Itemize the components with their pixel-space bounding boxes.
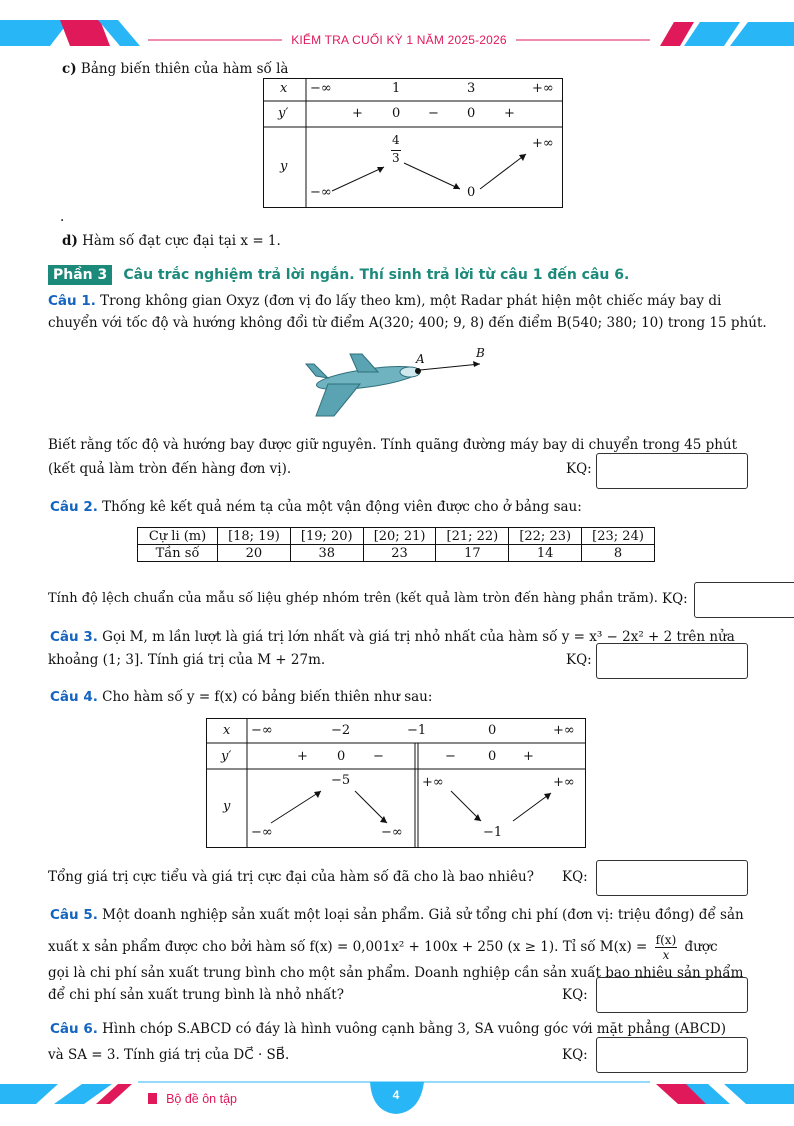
q4-x-neginf: −∞ bbox=[251, 723, 273, 738]
q2-h5: [22; 23) bbox=[509, 528, 582, 545]
q4-line1 bbox=[50, 686, 432, 708]
q2-h6: [23; 24) bbox=[582, 528, 655, 545]
c-yp-plus1: + bbox=[352, 106, 363, 121]
q1-kq-label: KQ: bbox=[566, 461, 592, 477]
q4-x-label: x bbox=[223, 723, 231, 738]
q1-line1-text: Trong không gian Oxyz (đơn vị đo lấy theo km), một Radar phát hiện một chiếc máy bay di bbox=[100, 293, 722, 309]
q4-y-label: y bbox=[223, 799, 231, 814]
variation-table-q4 bbox=[206, 718, 586, 848]
q2-line2: Tính độ lệch chuẩn của mẫu số liệu ghép nhóm trên (kết quả làm tròn đến hàng phần trăm). bbox=[48, 591, 658, 606]
item-d-label: d) bbox=[62, 233, 78, 249]
q4-y-m1: −1 bbox=[483, 825, 503, 840]
item-c bbox=[62, 58, 288, 80]
q4-yp-label: y′ bbox=[221, 749, 232, 764]
q5-line1-text: Một doanh nghiệp sản xuất một loại sản phẩm. Giả sử tổng chi phí (đơn vị: triệu đồng) để sản bbox=[102, 907, 744, 923]
q5-line1 bbox=[50, 904, 744, 926]
q1-line3: Biết rằng tốc độ và hướng bay được giữ nguyên. Tính quãng đường máy bay di chuyển trong 45 phút bbox=[48, 437, 738, 453]
q4-y-neginf1: −∞ bbox=[251, 825, 273, 840]
q2-h4: [21; 22) bbox=[436, 528, 509, 545]
q4-text: Cho hàm số y = f(x) có bảng biến thiên như sau: bbox=[102, 689, 433, 705]
q2-h3: [20; 21) bbox=[363, 528, 436, 545]
q5-frac-num: f(x) bbox=[655, 933, 677, 947]
c-x-posinf: +∞ bbox=[532, 81, 554, 96]
q4-y-posinf2: +∞ bbox=[553, 775, 575, 790]
q2-label: Câu 2. bbox=[50, 499, 98, 515]
c-x-label: x bbox=[280, 81, 288, 96]
q4-yp-plus2: + bbox=[523, 749, 534, 764]
q1-line2: chuyển với tốc độ và hướng không đổi từ điểm A(320; 400; 9, 8) đến điểm B(540; 380; 10) trong 15 phút. bbox=[48, 315, 767, 331]
q5-line3: gọi là chi phí sản xuất trung bình cho một sản phẩm. Doanh nghiệp cần sản xuất bao nhiêu sản phẩm bbox=[48, 965, 744, 981]
q4-x-0: 0 bbox=[488, 723, 497, 738]
c-y-frac-den: 3 bbox=[392, 151, 400, 165]
q2-h0: Cự li (m) bbox=[138, 528, 218, 545]
q4-yp-minus2: − bbox=[445, 749, 456, 764]
c-y-neginf: −∞ bbox=[310, 185, 332, 200]
footer-label bbox=[148, 1088, 237, 1107]
c-yp-zero2: 0 bbox=[467, 106, 476, 121]
q4-answer-box[interactable] bbox=[596, 860, 748, 896]
variation-table-c-svg bbox=[264, 79, 562, 207]
q4-line2: Tổng giá trị cực tiểu và giá trị cực đại của hàm số đã cho là bao nhiêu? bbox=[48, 869, 534, 885]
item-d bbox=[62, 230, 281, 252]
q4-x-m2: −2 bbox=[331, 723, 351, 738]
c-y-frac-num: 4 bbox=[392, 133, 400, 147]
q6-line1-text: Hình chóp S.ABCD có đáy là hình vuông cạnh bằng 3, SA vuông góc với mặt phẳng (ABCD) bbox=[102, 1021, 726, 1037]
document-icon bbox=[148, 1093, 157, 1104]
q6-answer-box[interactable] bbox=[596, 1037, 748, 1073]
q5-frac-den: x bbox=[662, 948, 670, 962]
q5-line2b: được bbox=[684, 939, 718, 955]
c-yp-plus2: + bbox=[504, 106, 515, 121]
point-b-label: B bbox=[476, 346, 485, 360]
c-y-label: y bbox=[280, 159, 288, 174]
c-x-3: 3 bbox=[467, 81, 476, 96]
page-number: 4 bbox=[392, 1088, 400, 1102]
q2-r2: 38 bbox=[290, 545, 363, 562]
q2-h2: [19; 20) bbox=[290, 528, 363, 545]
item-c-label: c) bbox=[62, 61, 77, 77]
q1-line4: (kết quả làm tròn đến hàng đơn vị). bbox=[48, 461, 292, 477]
c-x-1: 1 bbox=[392, 81, 401, 96]
q3-line1-text: Gọi M, m lần lượt là giá trị lớn nhất và giá trị nhỏ nhất của hàm số y = x³ − 2x² + 2 trên nửa bbox=[102, 629, 735, 645]
q2-text: Thống kê kết quả ném tạ của một vận động viên được cho ở bảng sau: bbox=[102, 499, 582, 515]
q2-r3: 23 bbox=[363, 545, 436, 562]
part3-heading bbox=[48, 264, 629, 283]
part3-title: Câu trắc nghiệm trả lời ngắn. Thí sinh trả lời từ câu 1 đến câu 6. bbox=[123, 267, 630, 283]
q2-r4: 17 bbox=[436, 545, 509, 562]
q2-answer-box[interactable] bbox=[694, 582, 794, 618]
part3-badge: Phần 3 bbox=[48, 265, 112, 285]
c-yp-minus: − bbox=[428, 106, 439, 121]
c-y-posinf: +∞ bbox=[532, 136, 554, 151]
q4-x-posinf: +∞ bbox=[553, 723, 575, 738]
variation-table-c bbox=[263, 78, 563, 208]
q4-yp-minus1: − bbox=[373, 749, 384, 764]
q3-answer-box[interactable] bbox=[596, 643, 748, 679]
q4-kq-label: KQ: bbox=[562, 869, 588, 885]
q4-yp-plus1: + bbox=[297, 749, 308, 764]
q6-kq-label: KQ: bbox=[562, 1047, 588, 1063]
q5-fraction bbox=[655, 933, 678, 962]
item-c-text: Bảng biến thiên của hàm số là bbox=[80, 61, 289, 77]
q4-label: Câu 4. bbox=[50, 689, 98, 705]
c-yp-label: y′ bbox=[278, 106, 289, 121]
footer-text: Bộ đề ôn tập bbox=[166, 1092, 237, 1106]
q4-y-m5: −5 bbox=[331, 773, 351, 788]
q2-data-row bbox=[138, 545, 655, 562]
q2-header-row bbox=[138, 528, 655, 545]
q2-kq-label: KQ: bbox=[662, 591, 688, 607]
q2-r5: 14 bbox=[509, 545, 582, 562]
q4-y-neginf2: −∞ bbox=[381, 825, 403, 840]
q5-label: Câu 5. bbox=[50, 907, 98, 923]
q2-h1: [18; 19) bbox=[218, 528, 291, 545]
q2-line1 bbox=[50, 496, 582, 518]
point-a-label: A bbox=[416, 352, 425, 366]
stray-dot: . bbox=[60, 209, 65, 225]
q1-label: Câu 1. bbox=[48, 293, 96, 309]
q1-answer-box[interactable] bbox=[596, 453, 748, 489]
q2-r0: Tần số bbox=[138, 545, 218, 562]
q5-line2 bbox=[48, 933, 718, 962]
q3-line2: khoảng (1; 3]. Tính giá trị của M + 27m. bbox=[48, 652, 326, 668]
q3-kq-label: KQ: bbox=[566, 652, 592, 668]
q5-answer-box[interactable] bbox=[596, 977, 748, 1013]
item-d-text: Hàm số đạt cực đại tại x = 1. bbox=[82, 233, 281, 249]
q2-frequency-table bbox=[137, 527, 655, 562]
q4-yp-zero2: 0 bbox=[488, 749, 497, 764]
airplane-icon bbox=[298, 344, 498, 424]
q5-line2a: xuất x sản phẩm được cho bởi hàm số f(x) = 0,001x² + 100x + 250 (x ≥ 1). Tỉ số M(x) = bbox=[48, 939, 648, 955]
header-title: KIỂM TRA CUỐI KỲ 1 NĂM 2025-2026 bbox=[291, 33, 507, 47]
q4-x-m1: −1 bbox=[407, 723, 427, 738]
c-yp-zero1: 0 bbox=[392, 106, 401, 121]
airplane-image bbox=[298, 344, 498, 424]
q6-label: Câu 6. bbox=[50, 1021, 98, 1037]
q2-r6: 8 bbox=[582, 545, 655, 562]
c-x-neginf: −∞ bbox=[310, 81, 332, 96]
q1-line1 bbox=[48, 290, 748, 312]
q4-yp-zero1: 0 bbox=[337, 749, 346, 764]
q5-kq-label: KQ: bbox=[562, 987, 588, 1003]
q4-y-posinf1: +∞ bbox=[422, 775, 444, 790]
q6-line2: và SA = 3. Tính giá trị của DC⃗ · SB⃗. bbox=[48, 1047, 290, 1063]
q3-label: Câu 3. bbox=[50, 629, 98, 645]
q5-line4: để chi phí sản xuất trung bình là nhỏ nhất? bbox=[48, 987, 344, 1003]
c-y-zero: 0 bbox=[467, 185, 476, 200]
q2-r1: 20 bbox=[218, 545, 291, 562]
